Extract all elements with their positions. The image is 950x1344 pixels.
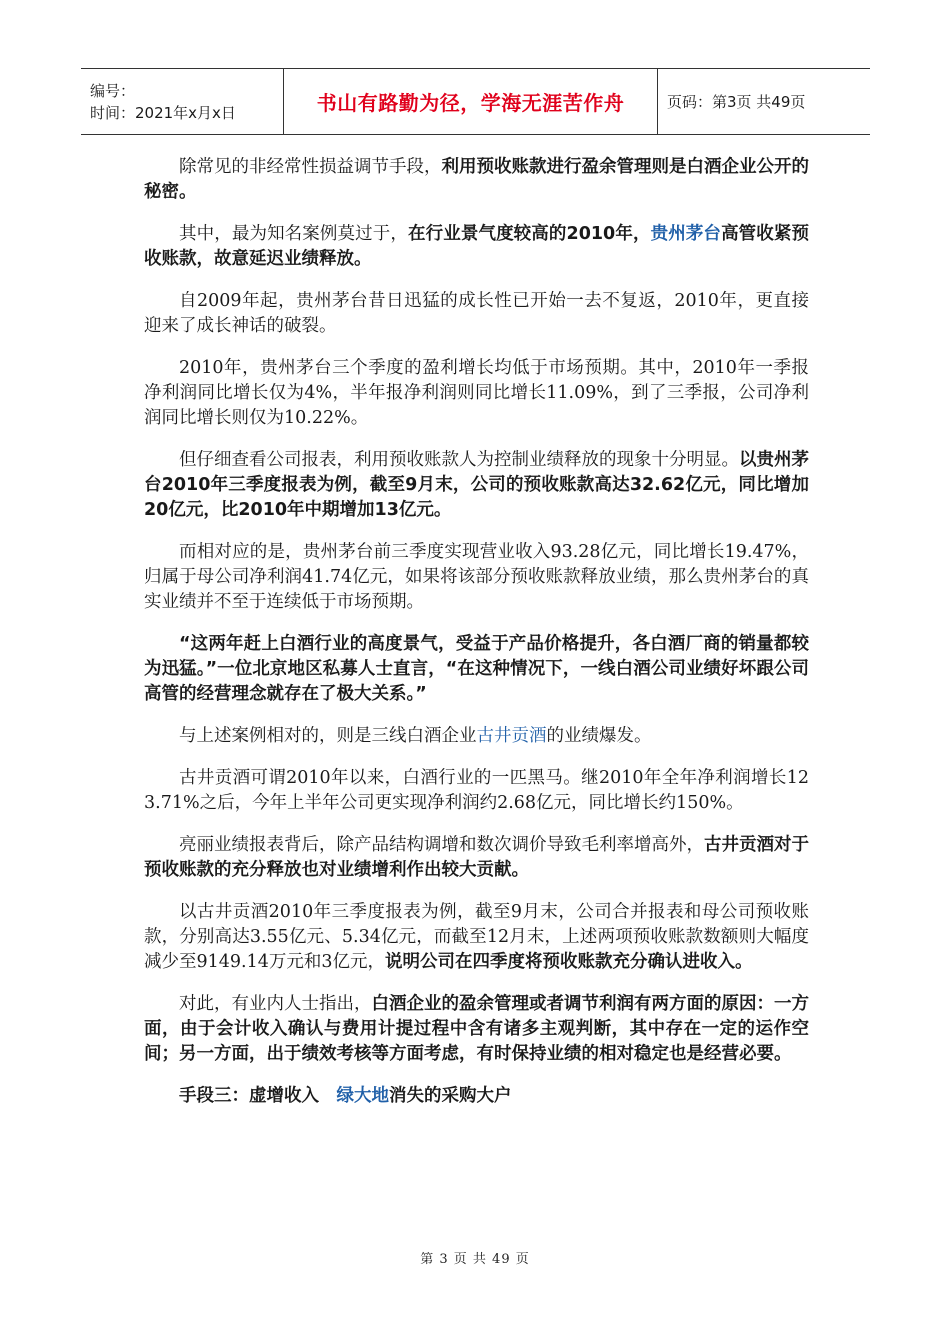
header-page-info: 页码：第3页 共49页 [667, 93, 806, 111]
page-header [81, 68, 870, 135]
paragraph [144, 1084, 809, 1109]
paragraph [144, 992, 809, 1067]
page-footer: 第 3 页 共 49 页 [420, 1252, 530, 1267]
paragraph [144, 632, 809, 707]
text-run: 的业绩爆发。 [546, 726, 652, 746]
text-run: “这两年赶上白酒行业的高度景气，受益于产品价格提升，各白酒厂商的销量都较为迅猛。”一位北京地区私募人士直言，“在这种情况下，一线白酒公司业绩好坏跟公司高管的经营理念就存在了极大关系。” [144, 634, 809, 704]
text-run: 以古井贡酒2010年三季度报表为例，截至9月末，公司合并报表和母公司预收账款，分别高达3.55亿元、5.34亿元，而截至12月末，上述两项预收账款数额则大幅度减少至9149.14万元和3亿元， [144, 902, 809, 972]
paragraph [144, 540, 809, 615]
text-run: 亮丽业绩报表背后，除产品结构调增和数次调价导致毛利率增高外， [179, 835, 704, 855]
header-motto: 书山有路勤为径，学海无涯苦作舟 [316, 91, 625, 115]
text-run: 说明公司在四季度将预收账款充分确认进收入。 [385, 952, 753, 972]
paragraph [144, 833, 809, 883]
company-link[interactable]: 绿大地 [336, 1086, 389, 1106]
company-link[interactable]: 古井贡酒 [476, 726, 547, 746]
text-run: 其中，最为知名案例莫过于， [179, 224, 408, 244]
doc-number-label: 编号： [90, 81, 136, 100]
paragraph [144, 448, 809, 523]
text-run: 以贵州茅台2010年三季度报表为例，截至9月末，公司的预收账款高达32.62亿元，同比增加20亿元，比2010年中期增加13亿元。 [144, 450, 809, 520]
text-run: 古井贡酒可谓2010年以来，白酒行业的一匹黑马。继2010年全年净利润增长123.71%之后，今年上半年公司更实现净利润约2.68亿元，同比增长约150%。 [144, 768, 809, 813]
paragraph [144, 356, 809, 431]
paragraph [144, 766, 809, 816]
text-run: 在行业景气度较高的2010年， [408, 224, 651, 244]
text-run: 利用预收账款进行盈余管理则是白酒企业公开的秘密。 [144, 157, 809, 202]
header-motto-cell [283, 69, 658, 134]
text-run: 消失的采购大户 [389, 1086, 512, 1106]
paragraph [144, 222, 809, 272]
text-run: 白酒企业的盈余管理或者调节利润有两方面的原因：一方面，由于会计收入确认与费用计提过程中含有诸多主观判断，其中存在一定的运作空间；另一方面，出于绩效考核等方面考虑，有时保持业绩的相对稳定也是经营必要。 [144, 994, 809, 1064]
text-run: 除常见的非经常性损益调节手段， [179, 157, 442, 177]
header-page-info-cell [658, 69, 870, 134]
text-run: 而相对应的是，贵州茅台前三季度实现营业收入93.28亿元，同比增长19.47%，归属于母公司净利润41.74亿元，如果将该部分预收账款释放业绩，那么贵州茅台的真实业绩并不至于连续低于市场预期。 [144, 542, 809, 612]
paragraph [144, 155, 809, 205]
text-run: 自2009年起，贵州茅台昔日迅猛的成长性已开始一去不复返，2010年，更直接迎来了成长神话的破裂。 [144, 291, 809, 336]
doc-time-label: 时间：2021年x月x日 [90, 103, 236, 122]
article-body [144, 155, 809, 1126]
text-run: 手段三：虚增收入 [179, 1086, 337, 1106]
company-link[interactable]: 贵州茅台 [650, 224, 722, 244]
paragraph [144, 724, 809, 749]
text-run: 对此，有业内人士指出， [179, 994, 372, 1014]
text-run: 与上述案例相对的，则是三线白酒企业 [179, 726, 477, 746]
header-meta [81, 69, 283, 134]
text-run: 但仔细查看公司报表，利用预收账款人为控制业绩释放的现象十分明显。 [179, 450, 739, 470]
text-run: 古井贡酒对于预收账款的充分释放也对业绩增利作出较大贡献。 [144, 835, 809, 880]
paragraph [144, 289, 809, 339]
text-run: 2010年，贵州茅台三个季度的盈利增长均低于市场预期。其中，2010年一季报净利润同比增长仅为4%，半年报净利润则同比增长11.09%，到了三季报，公司净利润同比增长则仅为10.22%。 [144, 358, 809, 428]
paragraph [144, 900, 809, 975]
text-run: 高管收紧预收账款，故意延迟业绩释放。 [144, 224, 810, 269]
